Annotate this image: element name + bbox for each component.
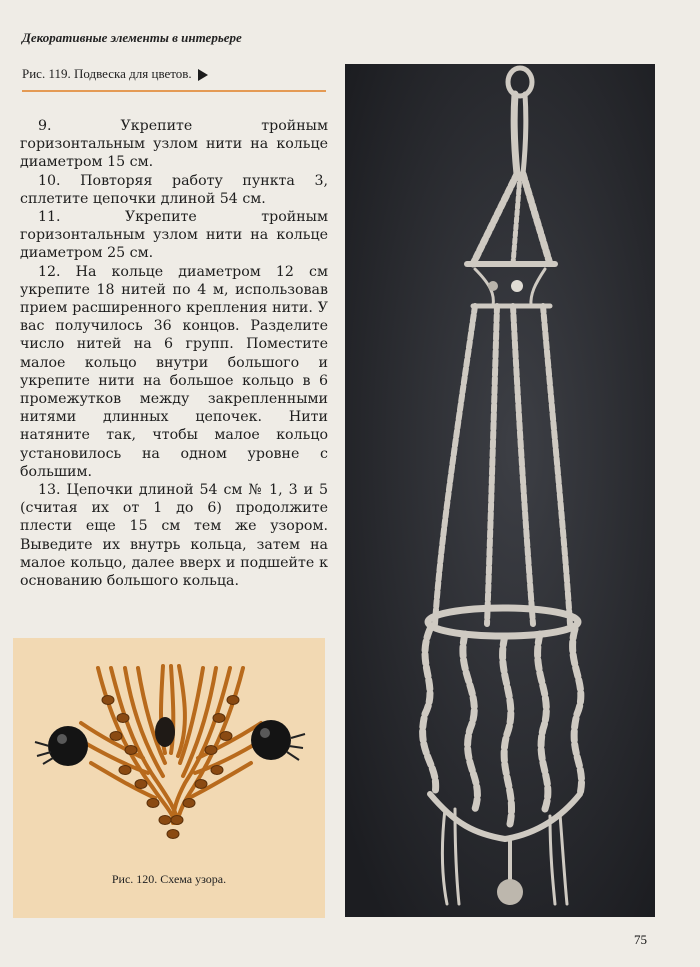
figure-119-caption-text: Рис. 119. Подвеска для цветов. bbox=[22, 66, 192, 81]
figure-119-caption bbox=[22, 66, 208, 82]
instruction-paragraph: 11. Укрепите тройным горизонтальным узлом нити на кольце диаметром 25 см. bbox=[20, 209, 328, 262]
page-number: 75 bbox=[634, 932, 647, 947]
instruction-paragraph: 10. Повторяя работу пункта 3, сплетите цепочки длиной 54 см. bbox=[20, 172, 328, 207]
instructions-text bbox=[20, 117, 328, 590]
caption-divider bbox=[22, 90, 326, 92]
figure-120-knot-diagram bbox=[13, 638, 325, 918]
section-title: Декоративные элементы в интерьере bbox=[22, 30, 242, 45]
instruction-paragraph: 9. Укрепите тройным горизонтальным узлом нити на кольце диаметром 15 см. bbox=[20, 118, 328, 171]
macrame-plant-hanger-image bbox=[345, 64, 655, 917]
instruction-paragraph: 12. На кольце диаметром 12 см укрепите 18 нитей по 4 м, использовав прием расширенного крепления нити. У вас получилось 36 концов. Разделите число нитей на 6 групп. Поместите малое кольцо внутри большого и укрепите нити на большое кольцо в 6 промежутков между закрепленными нитями длинных цепочек. Нити натяните так, чтобы малое кольцо установилось на одном уровне с большим. bbox=[20, 263, 328, 480]
instruction-paragraph: 13. Цепочки длиной 54 см № 1, 3 и 5 (считая их от 1 до 6) продолжите плести еще 15 см тем же узором. Выведите их внутрь кольца, затем на малое кольцо, далее вверх и подшейте к основанию большого кольца. bbox=[20, 482, 328, 590]
center-bead bbox=[155, 717, 175, 747]
plant-hanger-photo bbox=[345, 64, 655, 917]
arrow-right-icon bbox=[198, 69, 208, 81]
figure-120-caption: Рис. 120. Схема узора. bbox=[111, 872, 227, 886]
